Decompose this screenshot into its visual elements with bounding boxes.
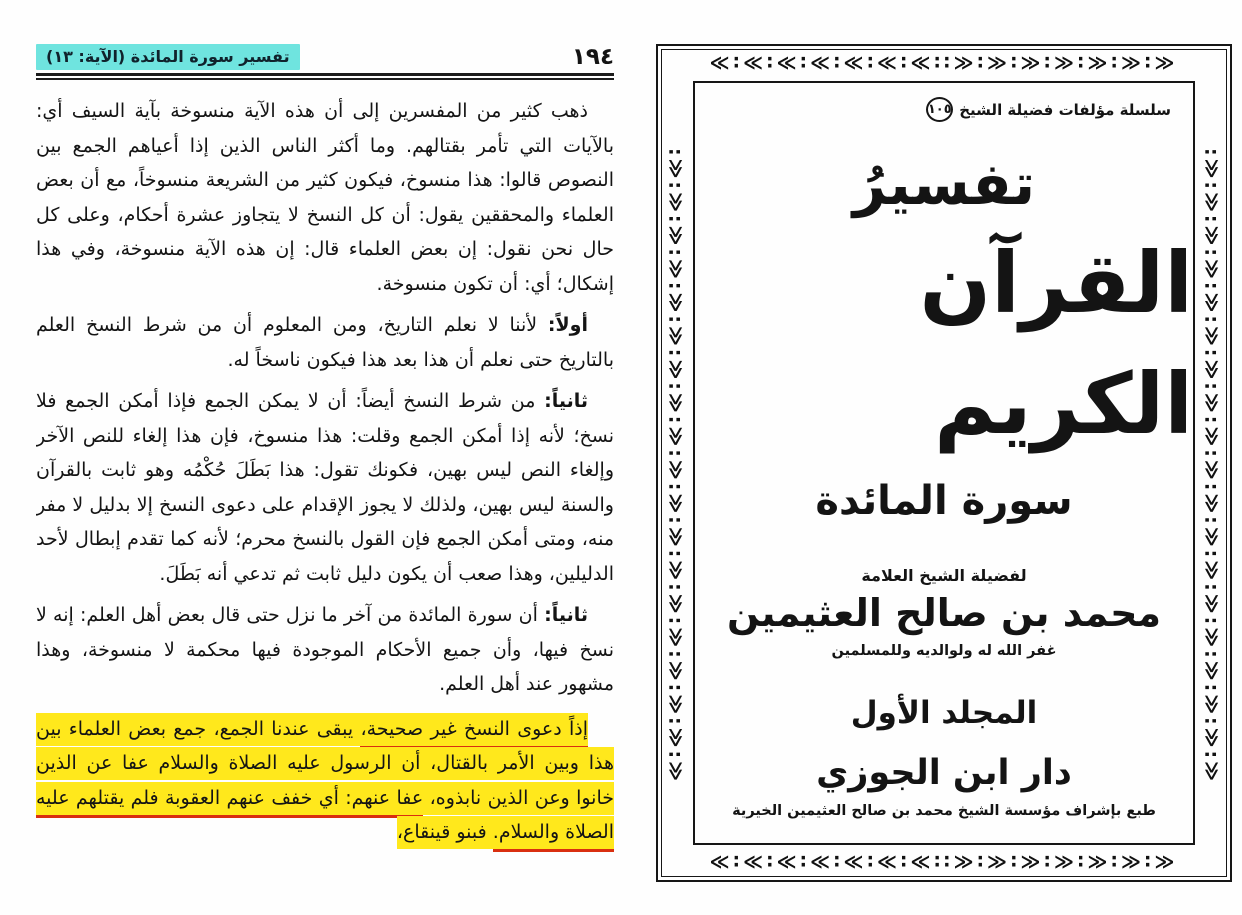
author-name: محمد بن صالح العثيمين <box>726 591 1162 636</box>
cover-outer-frame <box>656 44 1232 882</box>
ornament-border-right <box>1199 73 1226 853</box>
body-text <box>36 94 614 850</box>
left-page <box>36 44 614 900</box>
author-dua: غفر الله له ولوالديه وللمسلمين <box>831 643 1057 660</box>
ornament-border-bottom <box>662 849 1226 876</box>
imprint-line: طبع بإشراف مؤسسة الشيخ محمد بن صالح العثيمين الخيرية <box>732 803 1156 820</box>
ornament-motif: ≪∶≪∶≪∶≪∶≪∶≪∶≪∶ <box>709 52 944 74</box>
cover-ornament-frame <box>661 49 1227 877</box>
paragraph-intro: ذهب كثير من المفسرين إلى أن هذه الآية منسوخة بآية السيف أي: بالآيات التي تأمر بقتالهم. وما أكثر الناس الذين إذا أعياهم الجمع بين النصوص قالوا: هذا منسوخ، فيكون كثير من الشريعة منسوخاً، مع أن بعض العلماء والمحققين يقول: أن كل النسخ لا يتجاوز عشرة أحكام، وعلى كل حال نحن نقول: إن بعض العلماء قال: إن هذه الآية منسوخة، وفي هذا إشكال؛ أي: أن تكون منسوخة. <box>36 100 614 295</box>
paragraph-body: من شرط النسخ أيضاً: أن لا يمكن الجمع فإذا أمكن الجمع فلا نسخ؛ لأنه إذا أمكن الجمع وقلت: هذا منسوخ، فإن هذا إلغاء للنص الآخر وإلغاء النص ليس بهين، فكونك تقول: هذا بَطَلَ حُكْمُه وهو ثابت بالقرآن والسنة ليس بهين، ولذلك لا يجوز الإقدام على دعوى النسخ إلا بدليل لا مفر منه، ومتى أمكن الجمع فإن القول بالنسخ محرم؛ لأنه كما تقدم إبطال لأحد الدليلين، وهذا صعب أن يكون دليل ثابت ثم تدعي أنه بَطَلَ. <box>36 390 614 585</box>
series-label: سلسلة مؤلفات فضيلة الشيخ <box>959 100 1171 119</box>
cover-title-tafsir: تفسيرُ <box>852 150 1036 218</box>
highlighted-underlined-segment: عفا عنهم: أي خفف عنهم العقوبة فلم يقتلهم عليه الصلاة والسلام. <box>36 782 614 853</box>
ornament-border-left <box>663 73 690 853</box>
paragraph-lead-word: أولاً: <box>547 314 588 336</box>
right-page-title-cover <box>656 44 1232 882</box>
highlighted-underlined-segment: إذاً دعوى النسخ غير صحيحة، <box>360 713 588 749</box>
paragraph-second-point <box>36 384 614 591</box>
paragraph-body: لأننا لا نعلم التاريخ، ومن المعلوم أن من شرط النسخ العلم بالتاريخ حتى نعلم أن هذا بعد هذا فيكون ناسخاً له. <box>36 314 614 371</box>
ornament-border-top <box>662 50 1226 77</box>
paragraph-first-point <box>36 308 614 377</box>
volume-label: المجلد الأول <box>850 695 1038 732</box>
paragraph-lead-word: ثانياً: <box>544 604 588 626</box>
paragraph-body: أن سورة المائدة من آخر ما نزل حتى قال بعض أهل العلم: إنه لا نسخ فيها، وأن جميع الأحكام الموجودة فيها محكمة لا منسوخة، وهذا مشهور عند أهل العلم. <box>36 604 614 695</box>
ornament-motif: ∶≫∶≫∶≫∶≫∶≫∶≫∶≫ <box>944 52 1179 74</box>
cover-title-quran: القرآن الكريم <box>919 233 1193 454</box>
ornament-motif: ≪∶≪∶≪∶≪∶≪∶≪∶≪∶≪∶≪∶≪∶≪∶≪∶≪∶≪∶≪∶≪∶≪∶≪∶≪∶ <box>1200 144 1223 782</box>
series-line <box>695 83 1193 122</box>
highlighted-segment: يبقى عندنا الجمع، جمع بعض العلماء بين هذا وبين الأمر بالقتال، أن الرسول عليه الصلاة والسلام عفا عن الذين خانوا وعن الذين نابذوه، <box>36 713 614 815</box>
header-divider-rule <box>36 73 614 80</box>
paragraph-highlighted <box>36 712 614 850</box>
cover-inner-frame <box>693 81 1195 845</box>
paragraph-lead-word: ثانياً: <box>544 390 588 412</box>
ornament-motif: ≪∶≪∶≪∶≪∶≪∶≪∶≪∶≪∶≪∶≪∶≪∶≪∶≪∶≪∶≪∶≪∶≪∶≪∶≪∶ <box>664 144 687 782</box>
author-honorific: لفضيلة الشيخ العلامة <box>861 566 1027 586</box>
ornament-motif: ∶≫∶≫∶≫∶≫∶≫∶≫∶≫ <box>944 851 1179 873</box>
paragraph-third-point <box>36 598 614 702</box>
publisher-name: دار ابن الجوزي <box>816 753 1072 794</box>
running-title-highlighted: تفسير سورة المائدة (الآية: ١٣) <box>36 44 300 70</box>
page-number: ١٩٤ <box>571 44 614 70</box>
series-number-badge: ١٠٥ <box>926 97 953 122</box>
page-header <box>36 44 614 70</box>
ornament-motif: ≪∶≪∶≪∶≪∶≪∶≪∶≪∶ <box>709 851 944 873</box>
surah-name: سورة المائدة <box>815 478 1073 525</box>
highlighted-segment: فبنو قينقاع، <box>397 816 493 849</box>
